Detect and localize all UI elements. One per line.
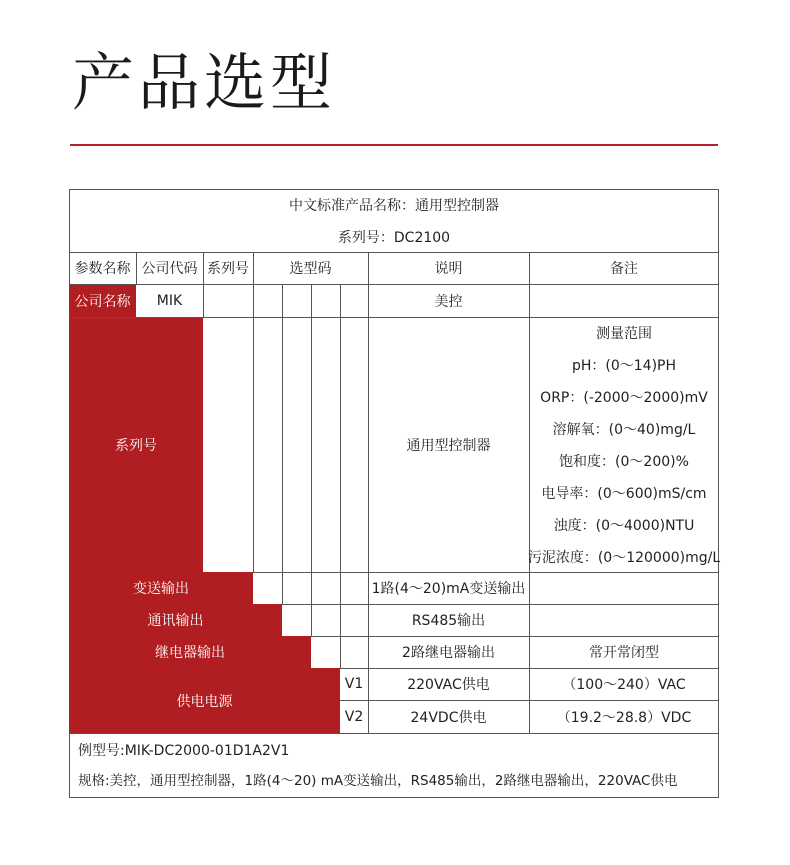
header-company-code: 公司代码 — [141, 261, 198, 277]
row-label-series: 系列号 — [69, 317, 203, 572]
header-remark: 备注 — [610, 261, 638, 277]
row-label-power: 供电电源 — [69, 668, 340, 733]
power-option-description: 220VAC供电 — [407, 677, 490, 693]
header-param: 参数名称 — [74, 261, 131, 277]
range-item: 电导率：(0～600)mS/cm — [541, 486, 707, 502]
power-option-remark: （19.2～28.8）VDC — [556, 709, 692, 726]
range-item: 浊度：(0～4000)NTU — [553, 518, 695, 534]
power-option-remark: （100～240）VAC — [562, 677, 686, 693]
spec-description: 规格:美控，通用型控制器，1路(4～20) mA变送输出，RS485输出，2路继电器输出，220VAC供电 — [78, 773, 678, 789]
row-label-company: 公司名称 — [69, 284, 136, 317]
range-item: 饱和度：(0～200)% — [559, 454, 689, 470]
example-model: 例型号:MIK-DC2000-01D1A2V1 — [78, 743, 290, 759]
power-option-code: V2 — [344, 708, 364, 725]
power-option-code: V1 — [344, 676, 364, 692]
series-description: 通用型控制器 — [406, 437, 491, 454]
range-item: 污泥浓度：(0～120000)mg/L — [527, 550, 721, 566]
row-label-relay: 继电器输出 — [69, 636, 311, 668]
row-label-comm: 通讯输出 — [69, 604, 282, 636]
header-selection-code: 选型码 — [289, 261, 332, 277]
measurement-range-list — [527, 317, 721, 572]
range-item: pH：(0～14)PH — [571, 358, 677, 374]
company-code-value: MIK — [156, 292, 183, 309]
range-item: 测量范围 — [596, 326, 652, 342]
row-label-transmit: 变送输出 — [69, 572, 253, 604]
relay-description: 2路继电器输出 — [402, 645, 495, 661]
header-series: 系列号 — [207, 261, 249, 277]
title-divider — [70, 144, 718, 146]
relay-remark: 常开常闭型 — [589, 645, 659, 661]
range-item: 溶解氧：(0～40)mg/L — [552, 422, 696, 438]
power-option-description: 24VDC供电 — [410, 709, 487, 726]
product-name: 中文标准产品名称：通用型控制器 — [289, 198, 499, 214]
company-description: 美控 — [434, 293, 463, 310]
transmit-description: 1路(4～20)mA变送输出 — [371, 581, 526, 597]
header-description: 说明 — [434, 261, 463, 277]
page-title: 产品选型 — [72, 46, 337, 119]
range-item: ORP：(-2000～2000)mV — [540, 390, 708, 406]
comm-description: RS485输出 — [411, 613, 486, 629]
series-number: 系列号：DC2100 — [337, 229, 451, 246]
